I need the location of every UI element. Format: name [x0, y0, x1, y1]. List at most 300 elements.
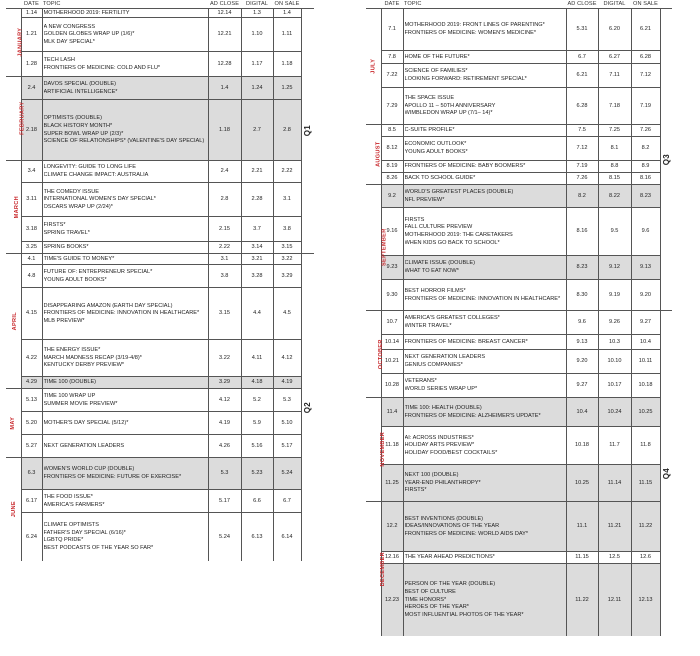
issue-date: 8.12 [381, 137, 403, 161]
issue-topic [403, 398, 566, 427]
table-row [6, 242, 314, 254]
issue-date: 12.23 [381, 564, 403, 636]
topic-line: DAVOS SPECIAL (DOUBLE) [43, 80, 116, 87]
issue-topic [42, 52, 208, 77]
issue-topic [403, 564, 566, 636]
topic-line: HEROES OF THE YEAR* [404, 604, 469, 611]
ad-close-date: 2.4 [208, 161, 241, 183]
issue-topic [403, 350, 566, 374]
digital-date: 1.3 [241, 9, 273, 18]
issue-topic [403, 311, 566, 335]
digital-header: DIGITAL [245, 1, 269, 7]
topic-line: FRONTIERS OF MEDICINE: ALZHEIMER'S UPDATE* [404, 412, 541, 419]
ad-close-date: 6.7 [566, 51, 598, 64]
quarter-label [660, 311, 672, 636]
topic-line: BEST HORROR FILMS* [404, 287, 466, 294]
on-sale-date: 2.22 [273, 161, 301, 183]
issue-topic [403, 88, 566, 125]
on-sale-date: 2.8 [273, 100, 301, 161]
digital-date: 2.28 [241, 183, 273, 217]
topic-line: FIRSTS [404, 216, 425, 223]
issue-date: 2.18 [21, 100, 42, 161]
topic-line: MOTHERHOOD 2019: FRONT LINES OF PARENTING* [404, 22, 545, 29]
ad-close-date: 9.27 [566, 374, 598, 398]
topic-line: THE ENERGY ISSUE* [43, 347, 101, 354]
issue-topic [403, 64, 566, 88]
month-label [6, 161, 21, 254]
topic-line: BACK TO SCHOOL GUIDE* [404, 175, 476, 182]
table-row [366, 350, 672, 374]
on-sale-date: 9.6 [631, 208, 660, 256]
on-sale-date: 8.9 [631, 161, 660, 173]
topic-line: FIRSTS* [404, 487, 427, 494]
on-sale-date: 1.4 [273, 9, 301, 18]
table-row [6, 288, 314, 340]
topic-line: DISAPPEARING AMAZON (EARTH DAY SPECIAL) [43, 302, 173, 309]
issue-topic [403, 125, 566, 137]
on-sale-date: 1.25 [273, 77, 301, 100]
on-sale-date: 3.15 [273, 242, 301, 254]
ad-close-date: 1.18 [208, 100, 241, 161]
digital-date: 9.5 [598, 208, 631, 256]
issue-date: 1.14 [21, 9, 42, 18]
digital-date: 5.23 [241, 458, 273, 490]
on-sale-date: 9.27 [631, 311, 660, 335]
topic-line: HOME OF THE FUTURE* [404, 53, 470, 60]
topic-line: FRONTIERS OF MEDICINE: INNOVATION IN HEALTHCARE* [404, 295, 561, 302]
ad-close-date: 4.19 [208, 412, 241, 435]
on-sale-date: 10.25 [631, 398, 660, 427]
topic-line: CLIMATE ISSUE (DOUBLE) [404, 260, 475, 267]
date-header: DATE [24, 1, 39, 7]
digital-date: 4.11 [241, 340, 273, 377]
table-row [6, 52, 314, 77]
digital-date: 11.7 [598, 427, 631, 465]
month-label [366, 185, 388, 311]
topic-line: YEAR-END PHILANTHROPY* [404, 479, 481, 486]
topic-line: OSCARS WRAP UP (2/24)* [43, 203, 113, 210]
on-sale-date: 6.28 [631, 51, 660, 64]
topic-line: HOLIDAY FOOD/BEST COCKTAILS* [404, 449, 498, 456]
issue-date: 11.18 [381, 427, 403, 465]
topic-line: TIME'S GUIDE TO MONEY* [43, 255, 115, 262]
table-row [6, 435, 314, 458]
topic-line: TIME 100 (DOUBLE) [43, 379, 97, 386]
month-label [366, 502, 386, 636]
issue-date: 11.4 [381, 398, 403, 427]
month-name: AUGUST [375, 141, 382, 168]
digital-date: 6.6 [241, 490, 273, 513]
on-sale-date: 9.20 [631, 280, 660, 311]
issue-topic [403, 427, 566, 465]
issue-topic [42, 377, 208, 389]
topic-line: PERSON OF THE YEAR (DOUBLE) [404, 581, 496, 588]
on-sale-date: 7.12 [631, 64, 660, 88]
topic-line: VETERANS* [404, 378, 437, 385]
ad-close-date: 9.6 [566, 311, 598, 335]
issue-topic [42, 161, 208, 183]
topic-header: TOPIC [404, 1, 422, 7]
issue-date: 5.27 [21, 435, 42, 458]
table-row [6, 340, 314, 377]
month-name: MAY [10, 416, 17, 430]
table-row [6, 377, 314, 389]
digital-date: 12.5 [598, 552, 631, 564]
topic-line: SUPER BOWL WRAP UP (2/3)* [43, 130, 124, 137]
ad-close-date: 12.21 [208, 18, 241, 52]
right-schedule-panel [366, 0, 672, 636]
table-row [366, 311, 672, 335]
issue-topic [403, 280, 566, 311]
topic-line: YOUNG ADULT BOOKS* [43, 276, 107, 283]
topic-line: WHAT TO EAT NOW* [404, 268, 459, 275]
ad-close-date: 7.12 [566, 137, 598, 161]
issue-date: 4.29 [21, 377, 42, 389]
topic-line: NEXT GENERATION LEADERS [404, 354, 486, 361]
ad-close-date: 11.22 [566, 564, 598, 636]
ad-close-date: 5.31 [566, 9, 598, 51]
ad-close-date: 3.15 [208, 288, 241, 340]
table-row [6, 18, 314, 52]
on-sale-date: 7.19 [631, 88, 660, 125]
topic-line: SUMMER MOVIE PREVIEW* [43, 400, 118, 407]
table-row [6, 458, 314, 490]
issue-topic [403, 374, 566, 398]
issue-topic [42, 18, 208, 52]
table-row [366, 51, 672, 64]
issue-topic [403, 502, 566, 552]
ad-close-date: 6.21 [566, 64, 598, 88]
issue-date: 4.15 [21, 288, 42, 340]
digital-date: 7.18 [598, 88, 631, 125]
table-row [366, 208, 672, 256]
ad-close-date: 7.19 [566, 161, 598, 173]
issue-topic [403, 51, 566, 64]
issue-date: 12.16 [381, 552, 403, 564]
topic-line: INTERNATIONAL WOMEN'S DAY SPECIAL* [43, 196, 156, 203]
month-name: JUNE [10, 501, 17, 518]
table-row [366, 465, 672, 502]
digital-date: 1.10 [241, 18, 273, 52]
on-sale-date: 7.26 [631, 125, 660, 137]
digital-date: 5.2 [241, 389, 273, 412]
issue-date: 7.1 [381, 9, 403, 51]
month-name: MARCH [13, 195, 20, 219]
on-sale-date: 8.23 [631, 185, 660, 208]
topic-line: FRONTIERS OF MEDICINE: WOMEN'S MEDICINE* [404, 30, 537, 37]
topic-line: WINTER TRAVEL* [404, 323, 452, 330]
topic-line: KENTUCKY DERBY PREVIEW* [43, 362, 125, 369]
issue-topic [42, 9, 208, 18]
issue-topic [42, 265, 208, 288]
digital-date: 4.18 [241, 377, 273, 389]
ad-close-date: 8.23 [566, 256, 598, 280]
issue-topic [42, 412, 208, 435]
month-name: SEPTEMBER [381, 228, 388, 267]
on-sale-date: 3.8 [273, 217, 301, 242]
topic-line: MLK DAY SPECIAL* [43, 38, 95, 45]
topic-line: LONGEVITY: GUIDE TO LONG LIFE [43, 164, 136, 171]
topic-header: TOPIC [43, 1, 61, 7]
digital-date: 9.12 [598, 256, 631, 280]
topic-line: WIMBLEDON WRAP UP (7/1– 14)* [404, 110, 493, 117]
digital-date: 8.8 [598, 161, 631, 173]
topic-line: SPRING TRAVEL* [43, 229, 90, 236]
topic-line: MOTHERHOOD 2019: FERTILITY [43, 9, 130, 16]
ad-close-date: 10.18 [566, 427, 598, 465]
topic-line: A NEW CONGRESS [43, 23, 96, 30]
issue-date: 10.28 [381, 374, 403, 398]
on-sale-date: 10.4 [631, 335, 660, 350]
on-sale-date: 11.8 [631, 427, 660, 465]
digital-date: 5.9 [241, 412, 273, 435]
month-label [6, 389, 21, 458]
digital-date: 10.17 [598, 374, 631, 398]
topic-line: SCIENCE OF FAMILIES* [404, 68, 468, 75]
quarter-name: Q1 [303, 125, 313, 137]
month-label [366, 9, 381, 125]
issue-topic [403, 185, 566, 208]
digital-date: 2.7 [241, 100, 273, 161]
topic-line: MARCH MADNESS RECAP (3/19-4/8)* [43, 354, 142, 361]
ad-close-date: 8.2 [566, 185, 598, 208]
on-sale-date: 3.22 [273, 254, 301, 265]
ad-close-date: 8.16 [566, 208, 598, 256]
on-sale-date: 5.10 [273, 412, 301, 435]
topic-line: THE SPACE ISSUE [404, 95, 455, 102]
issue-date: 6.17 [21, 490, 42, 513]
on-sale-date: 8.16 [631, 173, 660, 185]
topic-line: FUTURE OF: ENTREPRENEUR SPECIAL* [43, 268, 153, 275]
table-row [6, 161, 314, 183]
table-row [6, 9, 314, 18]
issue-topic [403, 161, 566, 173]
digital-header: DIGITAL [603, 1, 626, 7]
digital-date: 3.7 [241, 217, 273, 242]
on-sale-date: 1.18 [273, 52, 301, 77]
table-row [6, 265, 314, 288]
topic-line: IDEAS/INNOVATIONS OF THE YEAR [404, 523, 500, 530]
table-row [366, 161, 672, 173]
month-label [6, 458, 21, 561]
issue-date: 4.8 [21, 265, 42, 288]
month-name: APRIL [11, 311, 18, 331]
ad-close-date: 9.20 [566, 350, 598, 374]
topic-line: AMERICA'S GREATEST COLLEGES* [404, 315, 500, 322]
ad-close-date: 3.29 [208, 377, 241, 389]
ad-close-date: 6.28 [566, 88, 598, 125]
issue-topic [403, 137, 566, 161]
issue-date: 9.23 [381, 256, 403, 280]
topic-line: NEXT GENERATION LEADERS [43, 442, 125, 449]
topic-line: AMERICA'S FARMERS* [43, 501, 105, 508]
month-label [6, 77, 26, 161]
topic-line: AI: ACROSS INDUSTRIES* [404, 434, 474, 441]
on-sale-date: 3.29 [273, 265, 301, 288]
quarter-label [660, 9, 672, 311]
topic-line: NFL PREVIEW* [404, 196, 445, 203]
table-row [366, 335, 672, 350]
topic-line: GENIUS COMPANIES* [404, 362, 463, 369]
topic-line: TIME 100 WRAP UP [43, 392, 96, 399]
topic-line: MOTHER'S DAY SPECIAL (5/12)* [43, 419, 129, 426]
issue-date: 3.4 [21, 161, 42, 183]
digital-date: 7.25 [598, 125, 631, 137]
ad-close-date: 12.28 [208, 52, 241, 77]
table-row [6, 412, 314, 435]
issue-topic [42, 389, 208, 412]
table-header-row [366, 0, 672, 9]
topic-line: THE YEAR AHEAD PREDICTIONS* [404, 554, 495, 561]
table-row [366, 88, 672, 125]
on-sale-date: 5.17 [273, 435, 301, 458]
issue-topic [42, 254, 208, 265]
issue-date: 11.25 [381, 465, 403, 502]
topic-line: WORLD SERIES WRAP UP* [404, 386, 478, 393]
issue-date: 12.2 [381, 502, 403, 552]
month-name: OCTOBER [377, 339, 384, 369]
table-row [366, 173, 672, 185]
topic-line: LOOKING FORWARD: RETIREMENT SPECIAL* [404, 76, 527, 83]
issue-topic [42, 242, 208, 254]
on-sale-date: 5.24 [273, 458, 301, 490]
on-sale-date: 11.15 [631, 465, 660, 502]
table-row [6, 389, 314, 412]
date-header: DATE [384, 1, 400, 7]
table-header-row [6, 0, 314, 9]
issue-date: 1.21 [21, 18, 42, 52]
ad-close-date: 2.15 [208, 217, 241, 242]
on-sale-date: 6.14 [273, 513, 301, 561]
issue-date: 9.30 [381, 280, 403, 311]
topic-line: APOLLO 11 – 50TH ANNIVERSARY [404, 102, 496, 109]
ad-close-date: 5.24 [208, 513, 241, 561]
issue-date: 2.4 [21, 77, 42, 100]
issue-date: 4.22 [21, 340, 42, 377]
ad-close-header: AD CLOSE [567, 1, 597, 7]
topic-line: NEXT 100 (DOUBLE) [404, 472, 459, 479]
topic-line: FALL CULTURE PREVIEW [404, 224, 473, 231]
issue-topic [403, 256, 566, 280]
on-sale-date: 6.7 [273, 490, 301, 513]
table-row [366, 256, 672, 280]
ad-close-date: 8.30 [566, 280, 598, 311]
table-row [366, 552, 672, 564]
digital-date: 4.4 [241, 288, 273, 340]
issue-topic [42, 435, 208, 458]
issue-date: 8.5 [381, 125, 403, 137]
ad-close-date: 10.25 [566, 465, 598, 502]
ad-close-date: 3.8 [208, 265, 241, 288]
month-label [366, 125, 381, 185]
issue-date: 10.21 [381, 350, 403, 374]
ad-close-date: 11.15 [566, 552, 598, 564]
topic-line: BEST OF CULTURE [404, 588, 456, 595]
digital-date: 6.27 [598, 51, 631, 64]
topic-line: THE COMEDY ISSUE [43, 188, 100, 195]
digital-date: 3.28 [241, 265, 273, 288]
issue-date: 3.11 [21, 183, 42, 217]
topic-line: TIME 100: HEALTH (DOUBLE) [404, 404, 482, 411]
ad-close-date: 4.26 [208, 435, 241, 458]
digital-date: 11.21 [598, 502, 631, 552]
on-sale-date: 10.11 [631, 350, 660, 374]
topic-line: WORLD'S GREATEST PLACES (DOUBLE) [404, 188, 514, 195]
issue-date: 3.25 [21, 242, 42, 254]
topic-line: WHEN KIDS GO BACK TO SCHOOL* [404, 239, 500, 246]
topic-line: TECH LASH [43, 56, 75, 63]
on-sale-date: 3.1 [273, 183, 301, 217]
topic-line: CLIMATE OPTIMISTS [43, 522, 100, 529]
issue-date: 10.7 [381, 311, 403, 335]
issue-date: 9.16 [381, 208, 403, 256]
table-row [6, 513, 314, 561]
topic-line: WOMEN'S WORLD CUP (DOUBLE) [43, 466, 135, 473]
ad-close-date: 7.26 [566, 173, 598, 185]
issue-topic [42, 458, 208, 490]
digital-date: 10.10 [598, 350, 631, 374]
ad-close-date: 1.4 [208, 77, 241, 100]
on-sale-date: 4.12 [273, 340, 301, 377]
issue-topic [42, 77, 208, 100]
issue-date: 7.8 [381, 51, 403, 64]
table-row [6, 254, 314, 265]
topic-line: YOUNG ADULT BOOKS* [404, 149, 468, 156]
digital-date: 5.16 [241, 435, 273, 458]
topic-line: OPTIMISTS (DOUBLE) [43, 115, 102, 122]
issue-topic [403, 173, 566, 185]
topic-line: FATHER'S DAY SPECIAL (6/16)* [43, 529, 126, 536]
digital-date: 11.14 [598, 465, 631, 502]
table-row [6, 100, 314, 161]
issue-topic [403, 465, 566, 502]
topic-line: BEST PODCASTS OF THE YEAR SO FAR* [43, 544, 154, 551]
issue-date: 1.28 [21, 52, 42, 77]
digital-date: 2.21 [241, 161, 273, 183]
ad-close-date: 9.13 [566, 335, 598, 350]
month-name: DECEMBER [380, 551, 386, 586]
table-row [6, 490, 314, 513]
on-sale-date: 1.11 [273, 18, 301, 52]
topic-line: SPRING BOOKS* [43, 244, 89, 251]
digital-date: 10.24 [598, 398, 631, 427]
issue-topic [42, 490, 208, 513]
issue-topic [42, 513, 208, 561]
topic-line: LGBTQ PRIDE* [43, 537, 84, 544]
month-label [6, 254, 21, 389]
digital-date: 8.1 [598, 137, 631, 161]
topic-line: BEST INVENTIONS (DOUBLE) [404, 515, 484, 522]
table-row [6, 183, 314, 217]
issue-topic [42, 340, 208, 377]
table-row [366, 398, 672, 427]
month-name: FEBRUARY [19, 101, 26, 136]
topic-line: MOST INFLUENTIAL PHOTOS OF THE YEAR* [404, 611, 524, 618]
digital-date: 7.11 [598, 64, 631, 88]
digital-date: 12.11 [598, 564, 631, 636]
month-name: JANUARY [17, 28, 24, 57]
topic-line: FRONTIERS OF MEDICINE: INNOVATION IN HEALTHCARE* [43, 310, 200, 317]
topic-line: TIME HONORS* [404, 596, 447, 603]
table-row [366, 9, 672, 51]
digital-date: 3.14 [241, 242, 273, 254]
issue-topic [42, 288, 208, 340]
digital-date: 6.20 [598, 9, 631, 51]
table-row [366, 280, 672, 311]
issue-date: 7.22 [381, 64, 403, 88]
on-sale-date: 5.3 [273, 389, 301, 412]
on-sale-date: 10.18 [631, 374, 660, 398]
